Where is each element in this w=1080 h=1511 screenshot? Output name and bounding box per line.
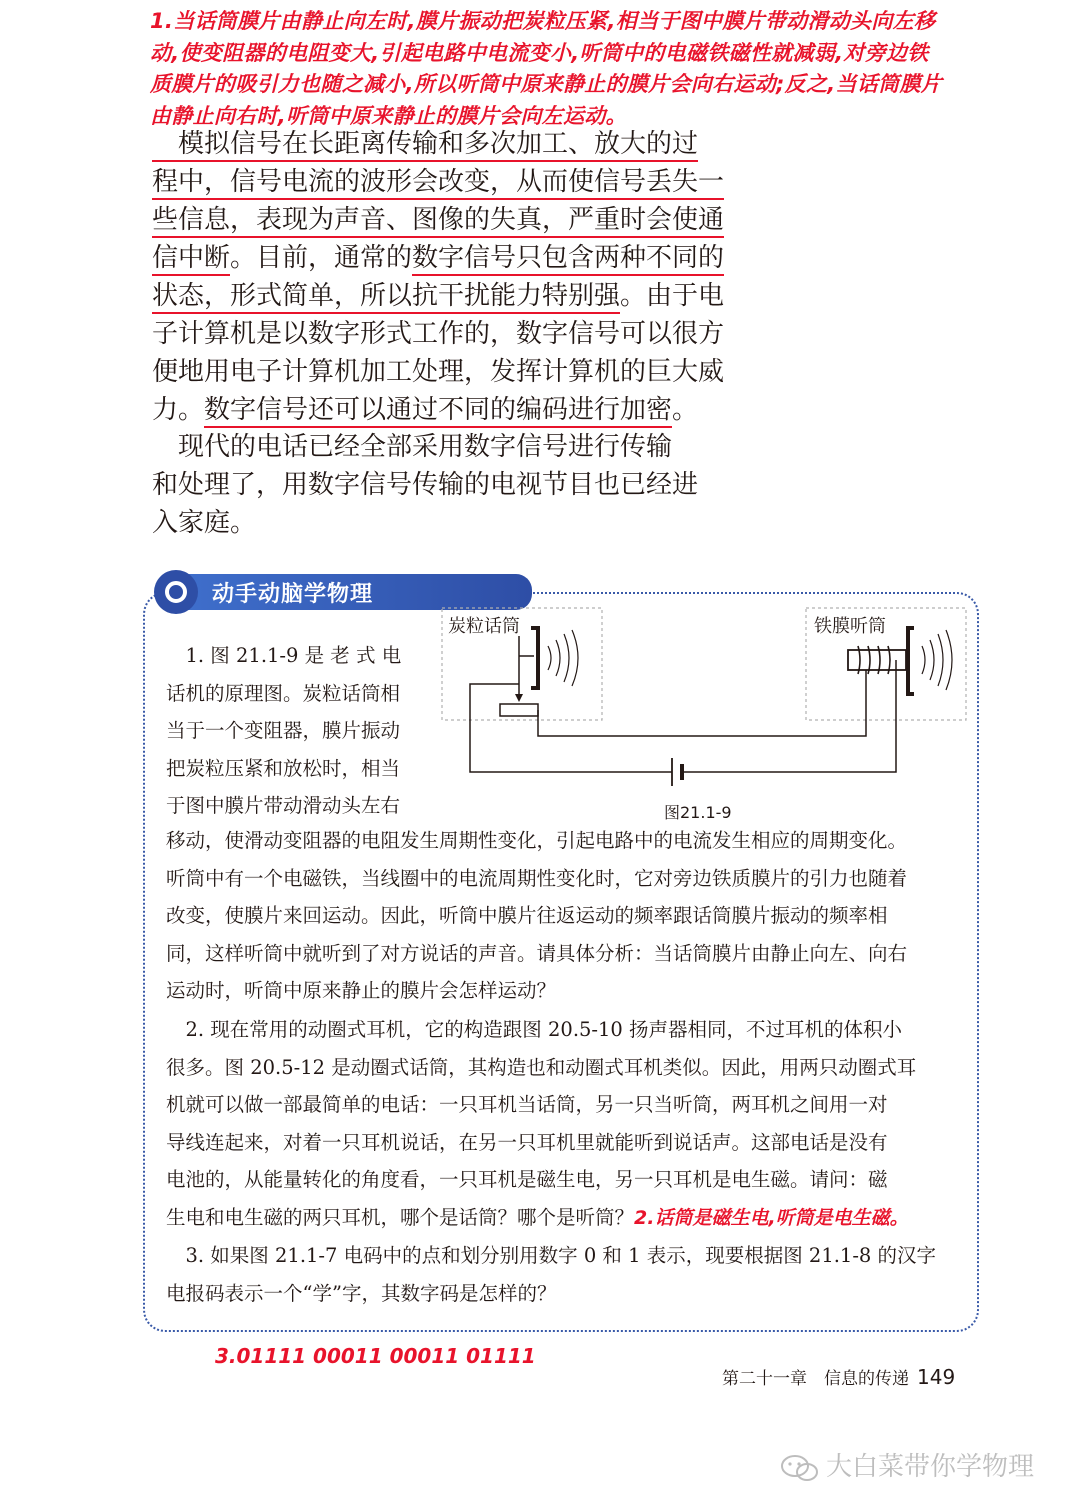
text-line: [152, 391, 700, 429]
text-line: [152, 125, 700, 163]
text-line: [152, 277, 725, 315]
receiver-diaphragm: [908, 628, 914, 694]
sound-wave: [922, 646, 925, 674]
text-line: 运动时，听筒中原来静止的膜片会怎样运动？: [166, 979, 557, 1002]
text-line: [152, 315, 725, 353]
note-line: 质膜片的吸引力也随之减小,所以听筒中原来静止的膜片会向右运动;反之,当话筒膜片: [150, 72, 943, 96]
wire: [682, 660, 896, 772]
underlined-text: 信中断: [152, 243, 230, 276]
page-footer: [722, 1364, 955, 1389]
text-line: [152, 353, 725, 391]
question-1-part-a: [166, 637, 401, 825]
text-line: 机就可以做一部最简单的电话：一只耳机当话筒，另一只当听筒，两耳机之间用一对: [166, 1093, 888, 1116]
text-line: 电报码表示一个“学”字，其数字码是怎样的？: [166, 1281, 557, 1305]
paragraph-modern-phone: [152, 428, 700, 542]
text: 生电和电生磁的两只耳机，哪个是话筒？哪个是听筒？: [166, 1205, 635, 1229]
sound-wave: [572, 630, 578, 686]
text-line: 同，这样听筒中就听到了对方说话的声音。请具体分析：当话筒膜片由静止向左、向右: [166, 941, 908, 965]
mic-diaphragm: [531, 628, 538, 688]
text-line: 很多。图 20.5-12 是动圈式话筒，其构造也和动圈式耳机类似。因此，用两只动圈式耳: [166, 1055, 917, 1079]
receiver-label: 铁膜听筒: [814, 616, 886, 637]
underlined-text: 些信息，表现为声音、图像的失真，严重时会使通: [152, 205, 724, 238]
text-line: 当于一个变阻器，膜片振动: [166, 719, 401, 742]
text-line: 改变，使膜片来回运动。因此，听筒中膜片往返运动的频率跟话筒膜片振动的频率相: [166, 904, 888, 927]
underlined-text: 状态，形式简单，所以抗干扰能力特别强: [152, 281, 620, 314]
text: 子计算机是以数字形式工作的，数字信号可以很方: [152, 319, 725, 349]
text: 。由于电: [620, 281, 725, 311]
text-line: [166, 1199, 916, 1237]
wire: [470, 684, 672, 772]
underlined-text: 数字信号只包含两种不同的: [412, 243, 724, 276]
text-line: 现代的电话已经全部采用数字信号进行传输: [152, 432, 673, 462]
watermark-text: 大白菜带你学物理: [826, 1452, 1035, 1482]
sound-wave: [548, 646, 551, 670]
note-line: 动,使变阻器的电阻变大,引起电路中电流变小,听筒中的电磁铁磁性就减弱,对旁边铁: [150, 40, 929, 65]
text-line: 2. 现在常用的动圈式耳机，它的构造跟图 20.5-10 扬声器相同，不过耳机的体积小: [166, 1018, 903, 1041]
wechat-icon: [780, 1453, 820, 1483]
text-line: 于图中膜片带动滑动头左右: [166, 794, 401, 817]
handwritten-answer-1: [150, 6, 1030, 132]
mic-label: 炭粒话筒: [448, 616, 520, 637]
wire: [538, 670, 866, 736]
underlined-text: 程中，信号电流的波形会改变，从而使信号丢失一: [152, 167, 724, 200]
sound-wave: [946, 630, 952, 690]
text-line: 移动，使滑动变阻器的电阻发生周期性变化，引起电路中的电流发生相应的周期变化。: [166, 829, 908, 852]
text-line: [152, 239, 725, 277]
handwritten-answer-2: 2.话筒是磁生电,听筒是电生磁。: [634, 1206, 909, 1229]
text: 。目前，通常的: [230, 243, 413, 273]
paragraph-analog-digital: [152, 125, 725, 429]
sound-wave: [930, 640, 934, 680]
sound-wave: [564, 634, 569, 682]
text-line: 入家庭。: [152, 508, 257, 538]
text-line: 1. 图 21.1-9 是 老 式 电: [166, 644, 402, 667]
title-banner: [176, 574, 532, 610]
text-line: 听筒中有一个电磁铁，当线圈中的电流周期性变化时，它对旁边铁质膜片的引力也随着: [166, 866, 908, 890]
watermark: [780, 1446, 1034, 1483]
sound-wave: [938, 634, 943, 686]
text-line: [152, 163, 725, 201]
text-line: 导线连起来，对着一只耳机说话，在另一只耳机里就能听到说话声。这部电话是没有: [166, 1130, 888, 1154]
note-line: 由静止向右时,听筒中原来静止的膜片会向左运动。: [150, 103, 627, 128]
text-line: 和处理了，用数字信号传输的电视节目也已经进: [152, 470, 699, 500]
figure-caption: 图21.1-9: [664, 803, 732, 822]
telephone-circuit-diagram: [436, 606, 976, 826]
underlined-text: 数字信号还可以通过不同的编码进行加密: [204, 395, 672, 428]
box-title: 动手动脑学物理: [212, 582, 374, 607]
page-number: 149: [917, 1365, 956, 1389]
slider-arrow: [515, 694, 523, 702]
text-line: 把炭粒压紧和放松时，相当: [166, 756, 401, 780]
handwritten-answer-3: 3.01111 00011 00011 01111: [215, 1344, 536, 1368]
text: 便地用电子计算机加工处理，发挥计算机的巨大威: [152, 357, 725, 387]
chapter-title: 第二十一章 信息的传递: [722, 1369, 909, 1389]
question-3: [166, 1237, 936, 1312]
text: 。: [672, 395, 699, 425]
lens-icon: [154, 570, 198, 614]
text: 力。: [152, 395, 205, 425]
sound-wave: [556, 640, 560, 676]
question-1-part-b: [166, 822, 907, 1010]
note-line: 1.当话筒膜片由静止向左时,膜片振动把炭粒压紧,相当于图中膜片带动滑动头向左移: [150, 9, 936, 33]
underlined-text: 模拟信号在长距离传输和多次加工、放大的过: [152, 129, 698, 162]
text-line: 电池的，从能量转化的角度看，一只耳机是磁生电，另一只耳机是电生磁。请问：磁: [166, 1168, 888, 1191]
rheostat: [500, 704, 538, 716]
text-line: 话机的原理图。炭粒话筒相: [166, 681, 401, 705]
text-line: [152, 201, 725, 239]
text-line: 3. 如果图 21.1-7 电码中的点和划分别用数字 0 和 1 表示，现要根据图 21.1-8 的汉字: [166, 1244, 937, 1267]
electromagnet-coil: [848, 650, 906, 670]
question-2: [166, 1011, 916, 1236]
